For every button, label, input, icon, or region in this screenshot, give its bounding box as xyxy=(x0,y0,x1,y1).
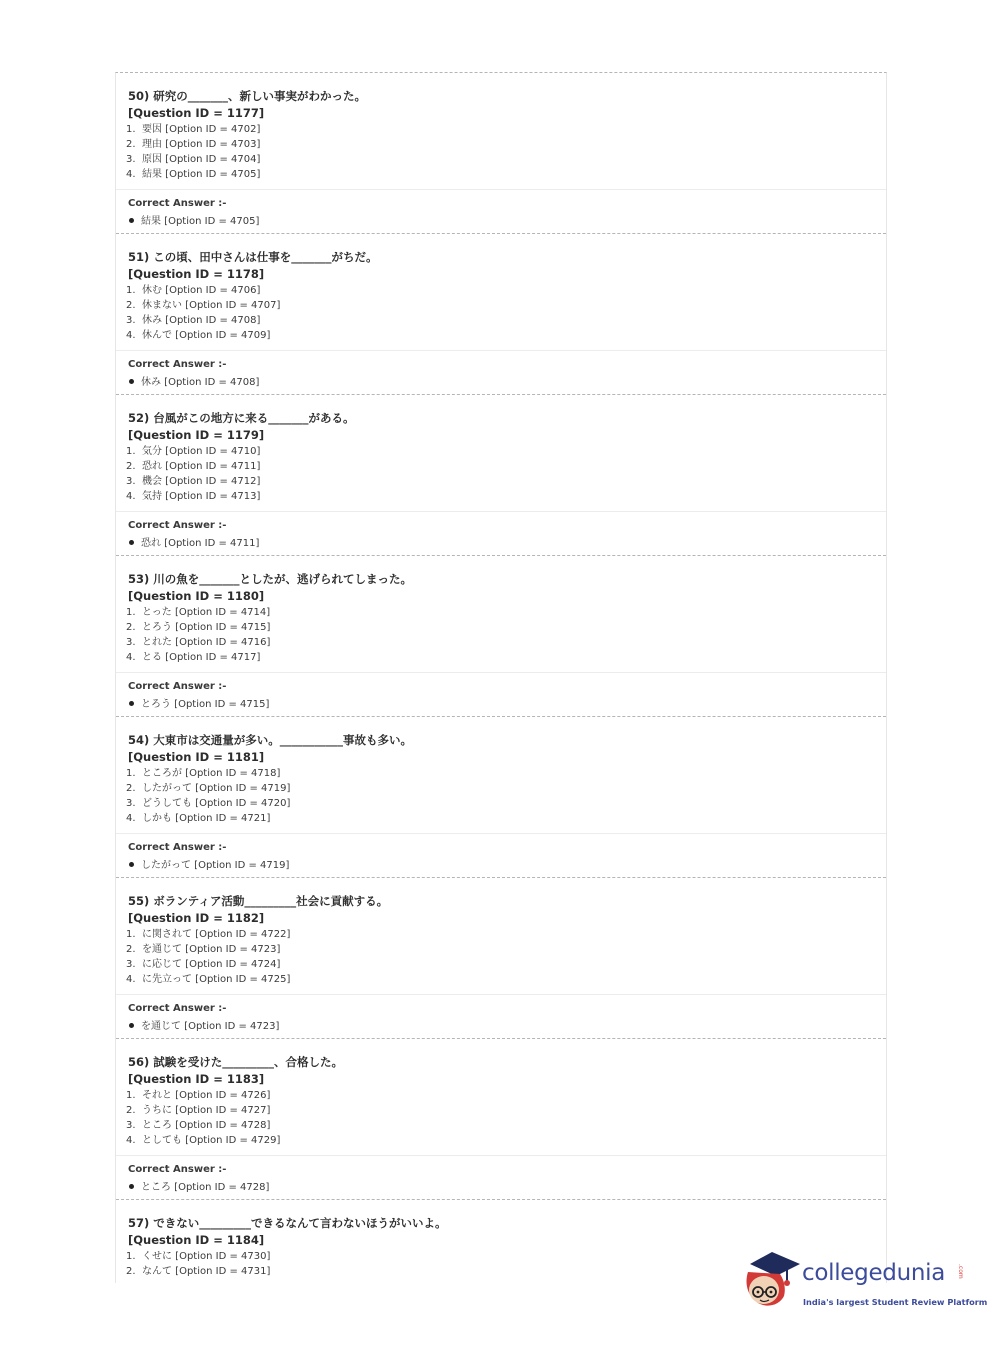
correct-answer-label: Correct Answer :- xyxy=(128,1164,227,1175)
option-number: 1. xyxy=(126,768,136,779)
option-text: ところが [Option ID = 4718] xyxy=(142,768,281,779)
bullet-icon xyxy=(129,379,134,384)
option-number: 4. xyxy=(126,652,136,663)
option-item xyxy=(126,1088,886,1103)
option-item xyxy=(126,972,886,987)
option-number: 4. xyxy=(126,974,136,985)
option-item xyxy=(126,489,886,504)
option-item xyxy=(126,283,886,298)
option-item xyxy=(126,942,886,957)
option-number: 3. xyxy=(126,1120,136,1131)
bullet-icon xyxy=(129,540,134,545)
logo-tagline: India's largest Student Review Platform xyxy=(803,1297,988,1307)
answer-section xyxy=(116,1156,886,1197)
question-section xyxy=(116,878,886,995)
option-text: に応じて [Option ID = 4724] xyxy=(142,959,281,970)
correct-answer-label: Correct Answer :- xyxy=(128,359,227,370)
option-item xyxy=(126,650,886,665)
option-text: くせに [Option ID = 4730] xyxy=(142,1251,271,1262)
question-text: 53) 川の魚を_______としたが、逃げられてしまった。 xyxy=(128,572,413,586)
option-text: 気分 [Option ID = 4710] xyxy=(142,446,261,457)
option-number: 2. xyxy=(126,139,136,150)
option-number: 1. xyxy=(126,607,136,618)
answer-text: とろう [Option ID = 4715] xyxy=(141,699,270,710)
question-id: [Question ID = 1180] xyxy=(128,589,265,603)
question-block xyxy=(116,878,886,1039)
collegedunia-logo xyxy=(742,1246,988,1316)
option-text: 機会 [Option ID = 4712] xyxy=(142,476,261,487)
bullet-icon xyxy=(129,218,134,223)
option-text: とれた [Option ID = 4716] xyxy=(142,637,271,648)
option-number: 4. xyxy=(126,491,136,502)
option-text: とろう [Option ID = 4715] xyxy=(142,622,271,633)
correct-answer xyxy=(128,1179,886,1197)
question-text: 57) できない_________できるなんて言わないほうがいいよ。 xyxy=(128,1216,447,1230)
answer-text: を通じて [Option ID = 4723] xyxy=(141,1021,280,1032)
option-text: 結果 [Option ID = 4705] xyxy=(142,169,261,180)
question-block xyxy=(116,1039,886,1200)
answer-text: 結果 [Option ID = 4705] xyxy=(141,216,260,227)
question-paper xyxy=(115,72,887,1283)
question-section xyxy=(116,234,886,351)
answer-text: 休み [Option ID = 4708] xyxy=(141,377,260,388)
option-text: ところ [Option ID = 4728] xyxy=(142,1120,271,1131)
question-id: [Question ID = 1177] xyxy=(128,106,265,120)
logo-com: .com xyxy=(957,1264,964,1279)
question-text: 51) この頃、田中さんは仕事を_______がちだ。 xyxy=(128,250,378,264)
option-text: 休まない [Option ID = 4707] xyxy=(142,300,281,311)
option-text: なんて [Option ID = 4731] xyxy=(142,1266,271,1277)
correct-answer xyxy=(128,374,886,392)
option-text: に関されて [Option ID = 4722] xyxy=(142,929,291,940)
option-number: 4. xyxy=(126,813,136,824)
answer-section xyxy=(116,673,886,714)
option-text: としても [Option ID = 4729] xyxy=(142,1135,281,1146)
mascot-icon xyxy=(742,1246,804,1312)
question-text: 52) 台風がこの地方に来る_______がある。 xyxy=(128,411,355,425)
option-item xyxy=(126,811,886,826)
option-item xyxy=(126,620,886,635)
option-text: どうしても [Option ID = 4720] xyxy=(142,798,291,809)
option-number: 4. xyxy=(126,1135,136,1146)
correct-answer-label: Correct Answer :- xyxy=(128,681,227,692)
option-number: 3. xyxy=(126,315,136,326)
question-id: [Question ID = 1178] xyxy=(128,267,265,281)
option-text: 原因 [Option ID = 4704] xyxy=(142,154,261,165)
option-text: 理由 [Option ID = 4703] xyxy=(142,139,261,150)
option-text: 気持 [Option ID = 4713] xyxy=(142,491,261,502)
question-text: 55) ボランティア活動_________社会に貢献する。 xyxy=(128,894,389,908)
option-text: 休む [Option ID = 4706] xyxy=(142,285,261,296)
option-number: 3. xyxy=(126,798,136,809)
option-number: 4. xyxy=(126,169,136,180)
option-item xyxy=(126,298,886,313)
correct-answer-label: Correct Answer :- xyxy=(128,198,227,209)
option-number: 1. xyxy=(126,1090,136,1101)
option-text: 恐れ [Option ID = 4711] xyxy=(142,461,261,472)
option-number: 3. xyxy=(126,476,136,487)
question-block xyxy=(116,556,886,717)
question-section xyxy=(116,73,886,190)
correct-answer xyxy=(128,696,886,714)
answer-section xyxy=(116,512,886,553)
bullet-icon xyxy=(129,701,134,706)
option-item xyxy=(126,459,886,474)
option-item xyxy=(126,474,886,489)
option-text: 休んで [Option ID = 4709] xyxy=(142,330,271,341)
question-text: 50) 研究の_______、新しい事実がわかった。 xyxy=(128,89,367,103)
option-number: 2. xyxy=(126,944,136,955)
option-text: 休み [Option ID = 4708] xyxy=(142,315,261,326)
option-text: を通じて [Option ID = 4723] xyxy=(142,944,281,955)
answer-section xyxy=(116,190,886,231)
option-item xyxy=(126,781,886,796)
option-text: しかも [Option ID = 4721] xyxy=(142,813,271,824)
option-item xyxy=(126,766,886,781)
correct-answer-label: Correct Answer :- xyxy=(128,1003,227,1014)
option-item xyxy=(126,605,886,620)
question-section xyxy=(116,1039,886,1156)
bullet-icon xyxy=(129,862,134,867)
option-item xyxy=(126,957,886,972)
option-number: 3. xyxy=(126,637,136,648)
option-item xyxy=(126,927,886,942)
correct-answer-label: Correct Answer :- xyxy=(128,520,227,531)
option-item xyxy=(126,1118,886,1133)
correct-answer xyxy=(128,213,886,231)
question-block xyxy=(116,73,886,234)
question-section xyxy=(116,395,886,512)
question-id: [Question ID = 1182] xyxy=(128,911,265,925)
option-item xyxy=(126,122,886,137)
bullet-icon xyxy=(129,1023,134,1028)
logo-wordmark: collegedunia xyxy=(802,1260,946,1286)
option-number: 2. xyxy=(126,300,136,311)
option-number: 1. xyxy=(126,929,136,940)
option-item xyxy=(126,1103,886,1118)
option-number: 3. xyxy=(126,959,136,970)
option-number: 2. xyxy=(126,1105,136,1116)
correct-answer xyxy=(128,1018,886,1036)
option-number: 2. xyxy=(126,1266,136,1277)
option-text: それと [Option ID = 4726] xyxy=(142,1090,271,1101)
correct-answer-label: Correct Answer :- xyxy=(128,842,227,853)
answer-text: ところ [Option ID = 4728] xyxy=(141,1182,270,1193)
option-item xyxy=(126,635,886,650)
question-id: [Question ID = 1181] xyxy=(128,750,265,764)
correct-answer xyxy=(128,535,886,553)
option-item xyxy=(126,796,886,811)
question-section xyxy=(116,717,886,834)
bullet-icon xyxy=(129,1184,134,1189)
answer-section xyxy=(116,995,886,1036)
option-item xyxy=(126,313,886,328)
question-id: [Question ID = 1183] xyxy=(128,1072,265,1086)
question-id: [Question ID = 1184] xyxy=(128,1233,265,1247)
option-item xyxy=(126,152,886,167)
question-block xyxy=(116,234,886,395)
option-item xyxy=(126,137,886,152)
option-text: したがって [Option ID = 4719] xyxy=(142,783,291,794)
option-number: 2. xyxy=(126,622,136,633)
answer-text: 恐れ [Option ID = 4711] xyxy=(141,538,260,549)
option-text: とる [Option ID = 4717] xyxy=(142,652,261,663)
answer-text: したがって [Option ID = 4719] xyxy=(141,860,290,871)
question-block xyxy=(116,717,886,878)
option-number: 1. xyxy=(126,285,136,296)
option-item xyxy=(126,328,886,343)
question-section xyxy=(116,556,886,673)
option-item xyxy=(126,1133,886,1148)
option-text: 要因 [Option ID = 4702] xyxy=(142,124,261,135)
question-block xyxy=(116,395,886,556)
question-text: 54) 大東市は交通量が多い。___________事故も多い。 xyxy=(128,733,413,747)
option-number: 4. xyxy=(126,330,136,341)
option-number: 1. xyxy=(126,124,136,135)
correct-answer xyxy=(128,857,886,875)
answer-section xyxy=(116,834,886,875)
option-text: うちに [Option ID = 4727] xyxy=(142,1105,271,1116)
answer-section xyxy=(116,351,886,392)
option-number: 1. xyxy=(126,1251,136,1262)
option-number: 2. xyxy=(126,783,136,794)
question-id: [Question ID = 1179] xyxy=(128,428,265,442)
option-number: 1. xyxy=(126,446,136,457)
option-number: 3. xyxy=(126,154,136,165)
option-text: とった [Option ID = 4714] xyxy=(142,607,271,618)
option-text: に先立って [Option ID = 4725] xyxy=(142,974,291,985)
option-item xyxy=(126,444,886,459)
question-text: 56) 試験を受けた_________、合格した。 xyxy=(128,1055,344,1069)
option-number: 2. xyxy=(126,461,136,472)
option-item xyxy=(126,167,886,182)
